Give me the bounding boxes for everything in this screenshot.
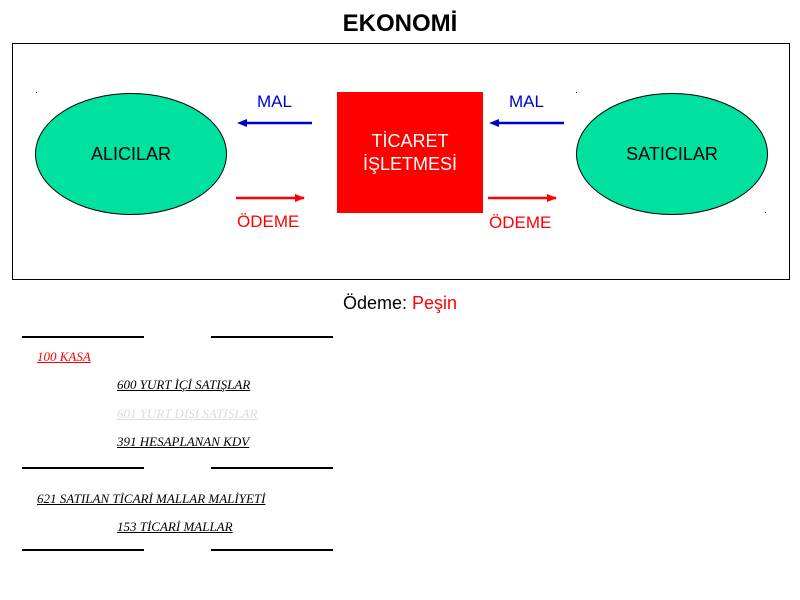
journal-separator — [22, 336, 144, 338]
payment-label-left: ÖDEME — [237, 212, 300, 231]
journal-debit-cash: 100 KASA — [37, 349, 91, 364]
page-title: EKONOMİ — [342, 10, 458, 37]
journal-credit-merchandise: 153 TİCARİ MALLAR — [117, 519, 233, 534]
payment-terms-label: Ödeme: — [342, 293, 407, 313]
journal-credit-domestic-sales: 600 YURT İÇİ SATIŞLAR — [117, 377, 251, 392]
goods-label-left: MAL — [257, 92, 292, 111]
trading-business-label-line1: TİCARET — [371, 130, 449, 151]
journal-separator — [211, 336, 333, 338]
journal-credit-foreign-sales: 601 YURT DIŞI SATIŞLAR — [117, 406, 258, 421]
goods-label-right: MAL — [509, 92, 544, 111]
sellers-label: SATICILAR — [626, 143, 718, 164]
journal-separator — [211, 549, 333, 551]
journal-separator — [22, 549, 144, 551]
payment-label-right: ÖDEME — [489, 213, 552, 232]
journal-credit-vat: 391 HESAPLANAN KDV — [117, 434, 250, 449]
journal-debit-cogs: 621 SATILAN TİCARİ MALLAR MALİYETİ — [37, 491, 266, 506]
trading-business-label-line2: İŞLETMESİ — [362, 153, 458, 174]
journal-separator — [22, 467, 144, 469]
payment-terms — [0, 293, 800, 314]
journal-separator — [211, 467, 333, 469]
buyers-label: ALICILAR — [90, 143, 172, 164]
payment-terms-value: Peşin — [412, 293, 458, 313]
